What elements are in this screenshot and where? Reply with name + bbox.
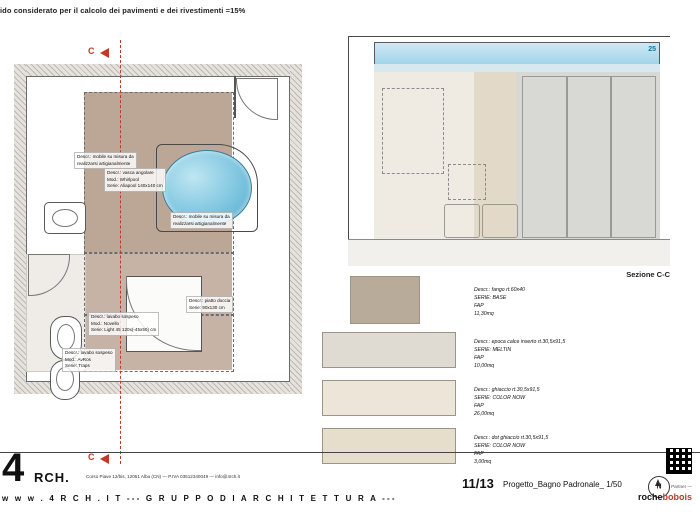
- section-arrow-top: [100, 48, 109, 58]
- wardrobe-door-1: [522, 76, 568, 238]
- section-arrow-bottom: [100, 454, 109, 464]
- dimension-badge-25: 25: [648, 46, 656, 53]
- hidden-fixture-outline-2: [448, 164, 486, 200]
- logo-wordmark: RCH.: [34, 470, 70, 485]
- material-info-2: Descr.: ghiaccio rt.30,5x91,5 SERIE: COLOR NOW FAP 26,00mq: [474, 387, 540, 418]
- partner-brand-b: bobois: [662, 492, 692, 502]
- section-mark-top: C: [88, 46, 95, 56]
- callout-mobile-misura-mid: Descr.: mobile su misura da realizzarsi artigianalmente: [170, 212, 250, 229]
- qr-code-icon[interactable]: [666, 448, 692, 474]
- partner-label: Partner —: [671, 484, 692, 489]
- logo-number: 4: [2, 446, 23, 490]
- footer-divider: [0, 452, 700, 453]
- wardrobe-door-3: [610, 76, 656, 238]
- section-mark-bottom: C: [88, 452, 95, 462]
- material-swatch-1: [322, 332, 456, 368]
- basin-elevation-1: [444, 204, 480, 238]
- section-base-band: [348, 239, 670, 266]
- wc-bowl-icon: [57, 324, 75, 350]
- section-caption: Sezione C-C: [626, 270, 670, 279]
- material-info-0: Descr.: fango rt.60x40 SERIE: BASE FAP 11,30mq: [474, 287, 525, 318]
- wall-hatch-right: [290, 64, 302, 394]
- north-label: N: [656, 483, 662, 491]
- wall-hatch-top: [14, 64, 302, 76]
- callout-mobile-misura-top: Descr.: mobile su misura da realizzarsi artigianalmente: [74, 152, 154, 169]
- callout-vasca-angolare: Descr.: vasca angolare Mod.: Whirlpool Serie: Aliapool 140x140 cm: [104, 168, 196, 192]
- wall-hatch-left: [14, 64, 26, 394]
- material-swatch-2: [322, 380, 456, 416]
- basin-elevation-2: [482, 204, 518, 238]
- callout-piatto-doccia: Descr.: piatto doccia Serie: 90x130 cm: [186, 296, 258, 313]
- washbasin-bowl-icon: [52, 209, 78, 227]
- door-leaf-top: [234, 76, 236, 118]
- sheet-number: 11/13: [462, 476, 494, 491]
- material-info-3: Descr.: dot ghiaccio rt.30,5x91,5 SERIE: COLOR NOW FAP 3,00mq: [474, 435, 549, 466]
- material-swatch-0: [350, 276, 420, 324]
- partner-brand-a: roche: [637, 492, 663, 502]
- material-info-1: Descr.: epoca calce inserto rt.30,5x91,5 SERIE: MELTIN FAP 10,00mq: [474, 339, 566, 370]
- footer-address: Corso Piave 12/bis, 12051 Alba (CN) — P.IVA 03512340049 — info@4rch.it: [86, 474, 240, 479]
- ceiling-element: [374, 42, 660, 66]
- footer-website: w w w . 4 R C H . I T --- G R U P P O D I A R C H I T E T T U R A ---: [2, 494, 397, 503]
- callout-lavabo-sospeso-2: Descr.: lavabo sospeso Mod.: AvRos Serie: Traps: [62, 348, 132, 372]
- callout-lavabo-sospeso-1: Descr.: lavabo sospeso Mod.: Novello Serie: Light 45 120x(-45x50) cm: [88, 312, 180, 336]
- material-swatch-3: [322, 428, 456, 464]
- sheet-title: Progetto_Bagno Padronale_ 1/50: [503, 480, 622, 489]
- partner-brand: [638, 492, 692, 502]
- section-cut-line: [120, 40, 121, 464]
- floor-plan: [14, 64, 302, 394]
- top-note: ido considerato per il calcolo dei pavimenti e dei rivestimenti =15%: [0, 6, 246, 15]
- hidden-fixture-outline-1: [382, 88, 444, 174]
- section-drawing: [340, 36, 670, 266]
- wardrobe-door-2: [566, 76, 612, 238]
